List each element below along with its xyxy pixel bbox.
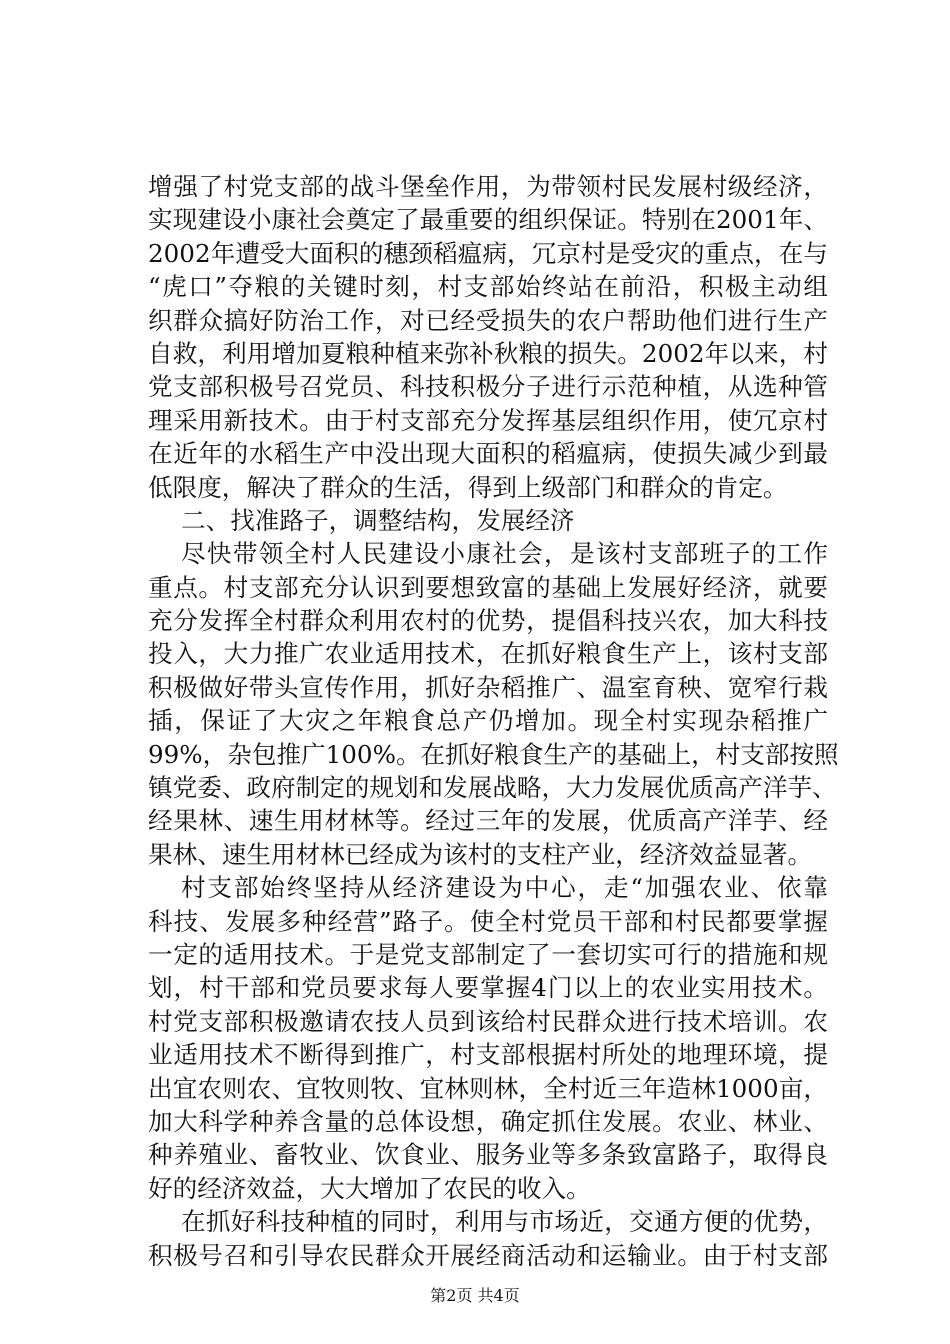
text-line: 经果林、速生用材林等。经过三年的发展，优质高产洋芋、经 xyxy=(148,806,828,836)
text-line: 好的经济效益，大大增加了农民的收入。 xyxy=(148,1173,591,1203)
text-line: 增强了村党支部的战斗堡垒作用，为带领村民发展村级经济， xyxy=(148,172,828,201)
text-line: 投入，大力推广农业适用技术，在抓好粮食生产上，该村支部 xyxy=(148,639,828,669)
text-line: 镇党委、政府制定的规划和发展战略，大力发展优质高产洋芋、 xyxy=(148,773,837,803)
text-line: 出宜农则农、宜牧则牧、宜林则林，全村近三年造林1000亩， xyxy=(148,1073,828,1103)
text-line: “虎口”夺粮的关键时刻，村支部始终站在前沿，积极主动组 xyxy=(148,272,828,302)
text-line: 在抓好科技种植的同时，利用与市场近，交通方便的优势， xyxy=(181,1207,828,1237)
text-line: 理采用新技术。由于村支部充分发挥基层组织作用，使冗京村 xyxy=(148,405,828,435)
text-line: 二、找准路子，调整结构，发展经济 xyxy=(181,505,575,535)
text-line: 在近年的水稻生产中没出现大面积的稻瘟病，使损失减少到最 xyxy=(148,439,828,469)
text-line: 党支部积极号召党员、科技积极分子进行示范种植，从选种管 xyxy=(148,372,828,402)
document-body xyxy=(148,170,839,1272)
text-line: 村支部始终坚持从经济建设为中心，走“加强农业、依靠 xyxy=(181,873,828,903)
text-line: 低限度，解决了群众的生活，得到上级部门和群众的肯定。 xyxy=(148,472,788,502)
text-line: 99%，杂包推广100%。在抓好粮食生产的基础上，村支部按照 xyxy=(148,739,839,769)
text-line: 业适用技术不断得到推广，村支部根据村所处的地理环境，提 xyxy=(148,1040,828,1070)
text-line: 织群众搞好防治工作，对已经受损失的农户帮助他们进行生产 xyxy=(148,305,828,335)
text-line: 尽快带领全村人民建设小康社会，是该村支部班子的工作 xyxy=(181,539,828,569)
text-line: 插，保证了大灾之年粮食总产仍增加。现全村实现杂稻推广 xyxy=(148,706,828,736)
text-line: 2002年遭受大面积的穗颈稻瘟病，冗京村是受灾的重点，在与 xyxy=(148,238,828,268)
text-line: 积极做好带头宣传作用，抓好杂稻推广、温室育秧、宽窄行栽 xyxy=(148,672,828,702)
text-line: 种养殖业、畜牧业、饮食业、服务业等多条致富路子，取得良 xyxy=(148,1140,828,1170)
text-line: 科技、发展多种经营”路子。使全村党员干部和村民都要掌握 xyxy=(148,906,828,936)
text-line: 重点。村支部充分认识到要想致富的基础上发展好经济，就要 xyxy=(148,572,828,602)
page-footer: 第2页 共4页 xyxy=(430,1286,520,1305)
text-line: 实现建设小康社会奠定了最重要的组织保证。特别在2001年、 xyxy=(148,205,828,235)
text-line: 果林、速生用材林已经成为该村的支柱产业，经济效益显著。 xyxy=(148,839,813,869)
text-line: 充分发挥全村群众利用农村的优势，提倡科技兴农，加大科技 xyxy=(148,606,828,636)
text-line: 一定的适用技术。于是党支部制定了一套切实可行的措施和规 xyxy=(148,939,828,969)
text-line: 加大科学种养含量的总体设想，确定抓住发展。农业、林业、 xyxy=(148,1106,828,1136)
text-line: 自救，利用增加夏粮种植来弥补秋粮的损失。2002年以来，村 xyxy=(148,338,828,368)
text-line: 划，村干部和党员要求每人要掌握4门以上的农业实用技术。 xyxy=(148,973,828,1003)
text-line: 村党支部积极邀请农技人员到该给村民群众进行技术培训。农 xyxy=(148,1006,828,1036)
text-line: 积极号召和引导农民群众开展经商活动和运输业。由于村支部 xyxy=(148,1240,828,1270)
